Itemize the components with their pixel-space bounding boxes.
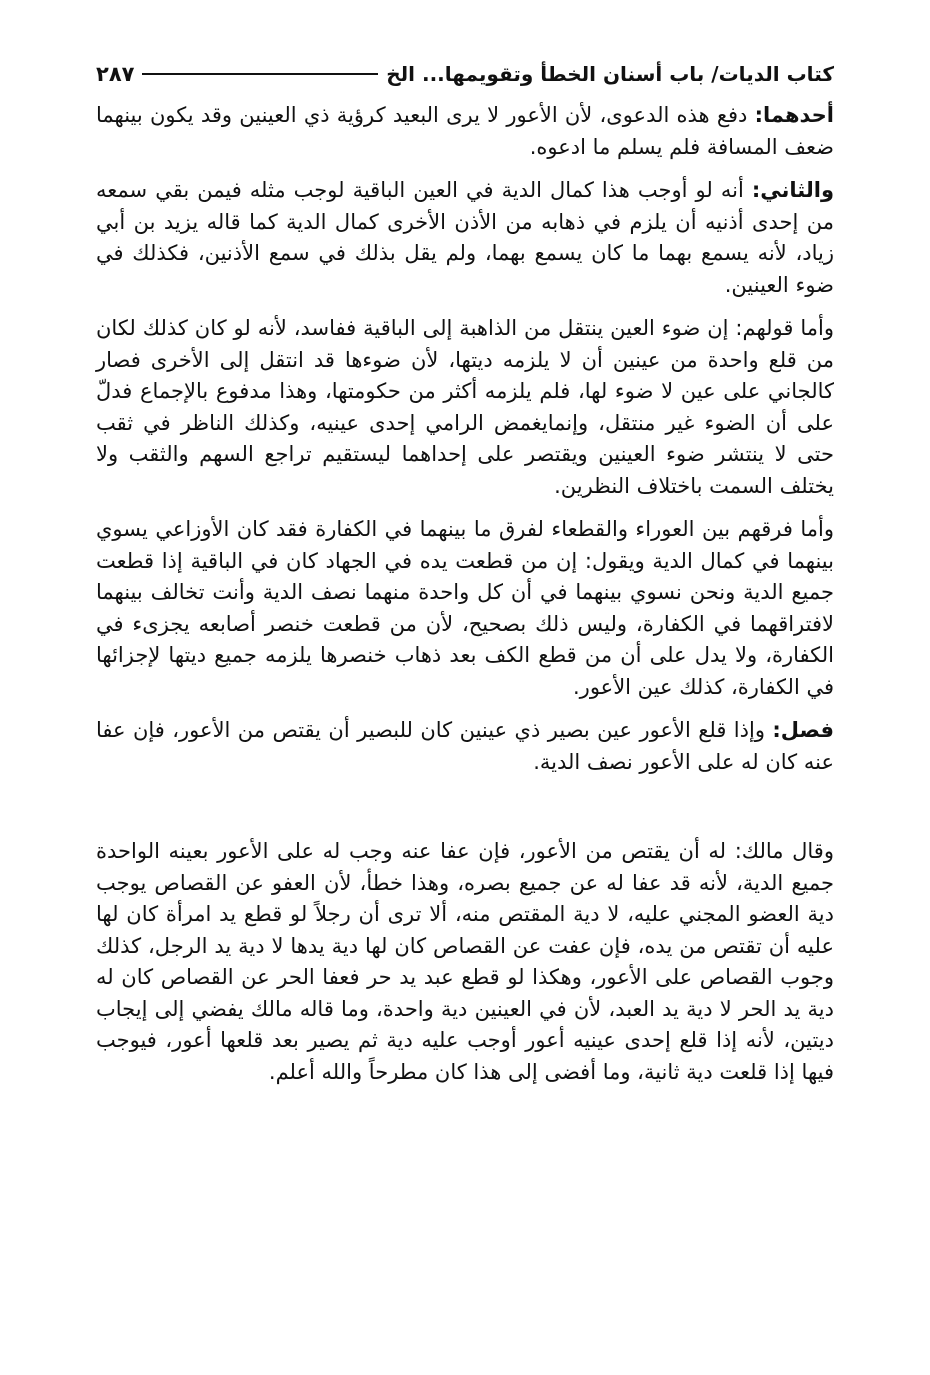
paragraph-text: وإذا قلع الأعور عين بصير ذي عينين كان للبصير أن يقتص من الأعور، فإن عفا عنه كان له على الأعور نصف الدية.: [96, 718, 834, 774]
book-page: [96, 58, 834, 1375]
paragraph-text: وأما فرقهم بين العوراء والقطعاء لفرق ما بينهما في الكفارة فقد كان الأوزاعي يسوي بينهما في كمال الدية ويقول: إن من قطعت يده في الجهاد كان في الباقية إذا قطعت جميع الدية ونحن نسوي بينهما في أن كل واحدة منهما نصف الدية وأنت تخالف بينهما لافتراقهما في الكفارة، وليس ذلك بصحيح، لأن من قطعت خنصر أصابعه يجزىء في الكفارة، ولا يدل على أن من قطع الكف بعد ذهاب خنصرها يلزمه جميع ديتها لإجزائها في الكفارة، كذلك عين الأعور.: [96, 517, 834, 699]
page-number: ٢٨٧: [96, 62, 135, 86]
paragraph-malik-opinion: [96, 836, 834, 1088]
paragraph-section: [96, 715, 834, 778]
paragraph-text: دفع هذه الدعوى، لأن الأعور لا يرى البعيد كرؤية ذي العينين وقد يكون بينهما ضعف المسافة فلم يسلم ما ادعوه.: [96, 103, 834, 159]
paragraph-text: أنه لو أوجب هذا كمال الدية في العين الباقية لوجب مثله فيمن بقي سمعه من إحدى أذنيه أن يلزم في ذهابه من الأذن الأخرى كمال الدية كما قاله يزيد بن أبي زياد، لأنه يسمع بهما ما كان يسمع بهما، ولم يقل بذلك في سمع الأذنين، فكذلك في ضوء العينين.: [96, 178, 834, 297]
paragraph-text: وقال مالك: له أن يقتص من الأعور، فإن عفا عنه وجب له على الأعور بعينه الواحدة جميع الدية، لأنه قد عفا له عن جميع بصره، وهذا خطأ، لأن العفو عن القصاص يوجب دية العضو المجني عليه، لا دية المقتص منه، ألا ترى أن رجلاً لو قطع يد امرأة كان لها عليه أن تقتص من يده، فإن عفت عن القصاص كان لها دية يدها لا دية يد الرجل، كذلك وجوب القصاص على الأعور، وهكذا لو قطع عبد يد حر فعفا الحر عن القصاص كان له دية يد الحر لا دية يد العبد، لأن في العينين دية واحدة، وما قاله مالك يفضي إلى إيجاب ديتين، لأنه إذا قلع إحدى عينيه أعور أوجب عليه دية ثم يصير بعد قلعها أعور، فيوجب فيها إذا قلعت دية ثانية، وما أفضى إلى هذا كان مطرحاً والله أعلم.: [96, 839, 834, 1084]
running-header: [96, 58, 834, 90]
paragraph-lead: فصل:: [772, 718, 834, 742]
paragraph-second-point: [96, 175, 834, 301]
paragraph-expiation: [96, 514, 834, 703]
header-rule: [142, 73, 378, 75]
paragraph-eye-light: [96, 313, 834, 502]
paragraph-text: وأما قولهم: إن ضوء العين ينتقل من الذاهبة إلى الباقية ففاسد، لأنه لو كان كذلك لكان من قلع واحدة من عينين أن لا يلزمه ديتها، لأن ضوءها قد انتقل إلى الأخرى فصار كالجاني على عين لا ضوء لها، فلم يلزمه أكثر من حكومتها، وهذا مدفوع بالإجماع فدلّ على أن الضوء غير منتقل، وإنمايغمض الرامي إحدى عينيه، وكذلك الناظر في ثقب حتى لا ينتشر ضوء العينين ويقتصر على إحداهما ليستقيم تراجع السهم والثقب ولا يختلف السمت باختلاف النظرين.: [96, 316, 834, 498]
paragraph-lead: أحدهما:: [754, 103, 834, 127]
running-title: كتاب الديات/ باب أسنان الخطأ وتقويمها... الخ: [386, 62, 834, 86]
section-gap: [96, 790, 834, 836]
paragraph-lead: والثاني:: [751, 178, 834, 202]
paragraph-first-point: [96, 100, 834, 163]
